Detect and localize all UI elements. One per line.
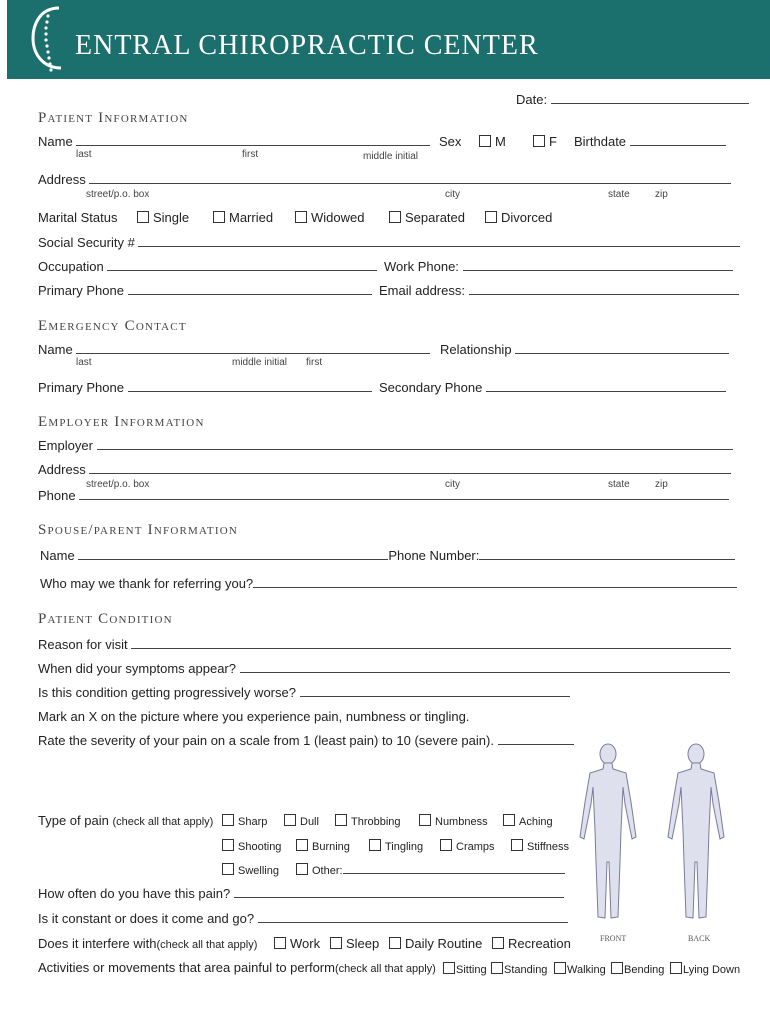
employer-sub-zip: zip [655,479,668,490]
checkbox-icon [511,839,523,851]
birthdate-label: Birthdate [574,134,627,149]
ssn-label: Social Security # [38,235,135,250]
patient-name-field[interactable] [38,134,430,149]
checkbox-icon [213,211,225,223]
interfere-option: Work [290,936,321,951]
employer-sub-street: street/p.o. box [86,479,150,490]
patient-condition-heading: Patient Condition [38,611,173,627]
name-sub-middle: middle initial [363,151,419,162]
marital-married-checkbox[interactable] [213,210,273,225]
activity-option: Lying Down [683,964,741,976]
pain-other-checkbox[interactable] [296,863,565,877]
primary-phone-label: Primary Phone [38,380,124,395]
spine-logo-icon [29,2,69,74]
address-sub-state: state [608,189,630,200]
pain-shooting-checkbox[interactable] [222,839,281,853]
pain-type-text: Type of pain [38,813,109,828]
checkbox-icon [389,211,401,223]
checkbox-icon [670,962,682,974]
interfere-option: Sleep [346,936,380,951]
pain-type-option: Shooting [238,841,282,853]
checkbox-icon [479,135,491,147]
how-often-label: How often do you have this pain? [38,886,231,901]
emergency-contact-heading: Emergency Contact [38,318,187,334]
address-sub-zip: zip [655,189,668,200]
emergency-sub-first: first [306,357,323,368]
sex-f-checkbox[interactable] [533,134,557,149]
activity-sitting-checkbox[interactable] [443,962,487,976]
occupation-label: Occupation [38,259,104,274]
pain-type-option: Numbness [435,816,488,828]
employer-label: Employer [38,438,93,453]
front-body-diagram[interactable] [578,742,638,932]
checkbox-icon [503,814,515,826]
activity-lying-down-checkbox[interactable] [670,962,740,976]
sex-label: Sex [439,134,462,149]
checkbox-icon [137,211,149,223]
pain-type-option: Tingling [385,841,424,853]
checkbox-icon [492,937,504,949]
referral-label: Who may we thank for referring you? [40,576,254,591]
secondary-phone-label: Secondary Phone [379,380,483,395]
employer-info-heading: Employer Information [38,414,205,430]
clinic-title: ENTRAL CHIROPRACTIC CENTER [75,30,539,61]
pain-type-option: Other: [312,865,343,877]
pain-type-option: Cramps [456,841,495,853]
pain-stiffness-checkbox[interactable] [511,839,569,853]
name-sub-last: last [76,149,92,160]
checkbox-icon [274,937,286,949]
work-phone-label: Work Phone: [384,259,459,274]
checkbox-icon [330,937,342,949]
activity-option: Standing [504,964,548,976]
checkbox-icon [335,814,347,826]
pain-rating-field[interactable] [38,733,574,748]
interfere-label [38,936,257,951]
pain-throbbing-checkbox[interactable] [335,814,401,828]
activity-option: Bending [624,964,665,976]
spouse-info-heading: Spouse/parent Information [38,522,238,538]
checkbox-icon [222,839,234,851]
interfere-option: Daily Routine [405,936,483,951]
relationship-label: Relationship [440,342,512,357]
checkbox-icon [284,814,296,826]
marital-option-label: Single [153,210,190,225]
marital-single-checkbox[interactable] [137,210,189,225]
address-label: Address [38,462,86,477]
email-label: Email address: [379,283,465,298]
checkbox-icon [295,211,307,223]
date-label: Date: [516,92,548,107]
checkbox-icon [296,839,308,851]
constant-label: Is it constant or does it come and go? [38,911,255,926]
pain-numbness-checkbox[interactable] [419,814,488,828]
pain-type-option: Burning [312,841,350,853]
checkbox-icon [554,962,566,974]
worse-label: Is this condition getting progressively worse? [38,685,296,700]
pain-type-label [38,813,213,828]
primary-phone-label: Primary Phone [38,283,124,298]
occupation-field[interactable] [38,259,377,274]
pain-type-option: Throbbing [351,816,401,828]
secondary-phone-field[interactable] [379,380,726,395]
pain-rating-label: Rate the severity of your pain on a scale from 1 (least pain) to 10 (severe pain). [38,733,494,748]
checkbox-icon [222,863,234,875]
checkbox-icon [296,863,308,875]
activity-option: Walking [567,964,606,976]
address-field[interactable] [38,172,731,187]
employer-address-field[interactable] [38,462,731,477]
pain-type-option: Aching [519,816,553,828]
checkbox-icon [389,937,401,949]
activities-text: Activities or movements that area painful to perform [38,960,335,975]
address-sub-street: street/p.o. box [86,189,150,200]
checkbox-icon [369,839,381,851]
marital-option-label: Separated [405,210,465,225]
name-sub-first: first [242,149,259,160]
symptoms-label: When did your symptoms appear? [38,661,236,676]
sex-f-label: F [549,134,557,149]
back-label: BACK [688,934,711,943]
pain-burning-checkbox[interactable] [296,839,350,853]
name-label: Name [38,134,73,149]
activities-note: (check all that apply) [334,963,436,975]
birthdate-field[interactable] [574,134,726,149]
name-label: Name [38,342,73,357]
phone-label: Phone [38,488,76,503]
checkbox-icon [440,839,452,851]
activity-bending-checkbox[interactable] [611,962,664,976]
address-sub-city: city [445,189,460,200]
emergency-sub-last: last [76,357,92,368]
front-label: FRONT [600,934,627,943]
interfere-option: Recreation [508,936,571,951]
how-often-field[interactable] [38,886,564,901]
pain-swelling-checkbox[interactable] [222,863,279,877]
activities-label [38,960,436,975]
pain-tingling-checkbox[interactable] [369,839,423,853]
pain-aching-checkbox[interactable] [503,814,553,828]
marital-separated-checkbox[interactable] [389,210,465,225]
constant-field[interactable] [38,911,568,926]
pain-type-option: Swelling [238,865,279,877]
activity-option: Sitting [456,964,487,976]
back-body-diagram[interactable] [666,742,726,932]
mark-instruction: Mark an X on the picture where you experience pain, numbness or tingling. [38,709,470,724]
email-field[interactable] [379,283,739,298]
checkbox-icon [611,962,623,974]
emergency-name-field[interactable] [38,342,430,357]
interfere-routine-checkbox[interactable] [389,936,482,951]
marital-status-label: Marital Status [38,210,118,225]
employer-phone-field[interactable] [38,488,729,503]
employer-sub-state: state [608,479,630,490]
ssn-field[interactable] [38,235,740,250]
relationship-field[interactable] [440,342,729,357]
address-label: Address [38,172,86,187]
activity-walking-checkbox[interactable] [554,962,606,976]
checkbox-icon [485,211,497,223]
marital-widowed-checkbox[interactable] [295,210,364,225]
checkbox-icon [222,814,234,826]
employer-field[interactable] [38,438,733,453]
marital-option-label: Divorced [501,210,553,225]
referral-field[interactable] [40,576,737,591]
emergency-sub-middle: middle initial [232,357,288,368]
pain-type-option: Dull [300,816,319,828]
reason-label: Reason for visit [38,637,128,652]
marital-option-label: Married [229,210,274,225]
sex-m-checkbox[interactable] [479,134,506,149]
reason-field[interactable] [38,637,731,652]
work-phone-field[interactable] [384,259,733,274]
worse-field[interactable] [38,685,570,700]
header-banner [7,0,770,79]
date-field[interactable] [516,92,749,107]
spouse-name-field[interactable] [40,548,735,563]
sex-m-label: M [495,134,506,149]
pain-type-option: Sharp [238,816,268,828]
activity-standing-checkbox[interactable] [491,962,547,976]
spouse-phone-label: Phone Number: [388,548,480,563]
symptoms-field[interactable] [38,661,730,676]
interfere-note: (check all that apply) [156,939,258,951]
pain-dull-checkbox[interactable] [284,814,319,828]
checkbox-icon [533,135,545,147]
interfere-sleep-checkbox[interactable] [330,936,379,951]
employer-sub-city: city [445,479,460,490]
pain-sharp-checkbox[interactable] [222,814,267,828]
patient-info-heading: Patient Information [38,110,189,126]
primary-phone-field[interactable] [38,283,372,298]
pain-type-option: Stiffness [527,841,569,853]
checkbox-icon [491,962,503,974]
interfere-text: Does it interfere with [38,936,157,951]
interfere-recreation-checkbox[interactable] [492,936,571,951]
checkbox-icon [419,814,431,826]
emergency-primary-phone-field[interactable] [38,380,372,395]
marital-divorced-checkbox[interactable] [485,210,552,225]
name-label: Name [40,548,75,563]
pain-type-note: (check all that apply) [112,816,214,828]
pain-cramps-checkbox[interactable] [440,839,495,853]
checkbox-icon [443,962,455,974]
interfere-work-checkbox[interactable] [274,936,320,951]
marital-option-label: Widowed [311,210,365,225]
